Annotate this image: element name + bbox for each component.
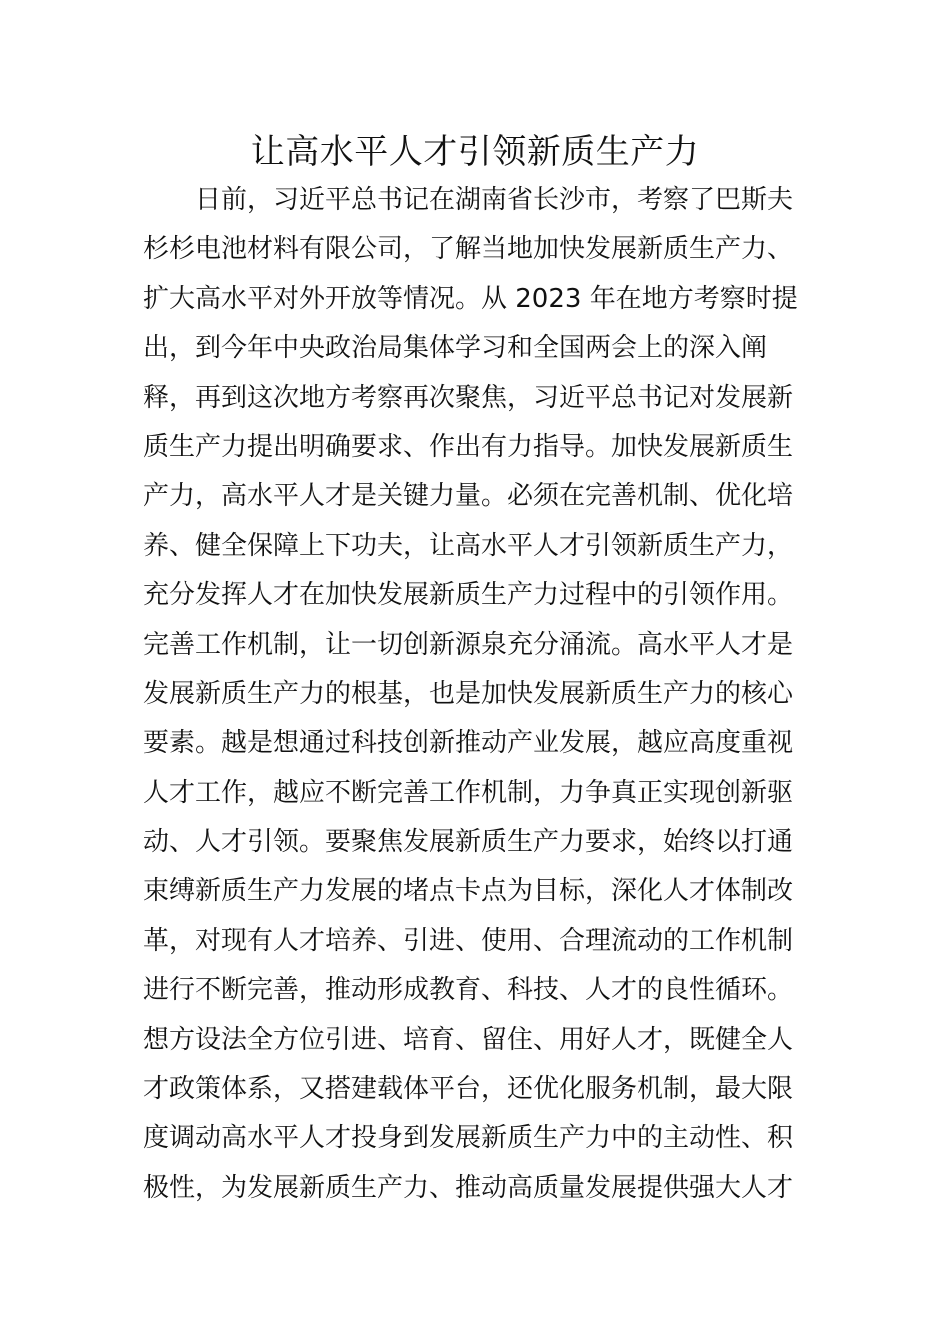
body-line: 杉杉电池材料有限公司，了解当地加快发展新质生产力、 [143, 234, 794, 265]
body-line: 要素。越是想通过科技创新推动产业发展，越应高度重视 [143, 728, 794, 759]
body-line: 才政策体系，又搭建载体平台，还优化服务机制，最大限 [143, 1074, 794, 1105]
document-body [143, 176, 823, 1213]
body-line: 释，再到这次地方考察再次聚焦，习近平总书记对发展新 [143, 382, 794, 413]
body-line: 发展新质生产力的根基，也是加快发展新质生产力的核心 [143, 678, 794, 709]
body-line: 扩大高水平对外开放等情况。从 2023 年在地方考察时提 [143, 283, 798, 314]
body-line: 束缚新质生产力发展的堵点卡点为目标，深化人才体制改 [143, 876, 794, 907]
body-line: 完善工作机制，让一切创新源泉充分涌流。高水平人才是 [143, 629, 794, 660]
body-line: 人才工作，越应不断完善工作机制，力争真正实现创新驱 [143, 777, 794, 808]
body-line: 质生产力提出明确要求、作出有力指导。加快发展新质生 [143, 431, 794, 462]
body-line: 产力，高水平人才是关键力量。必须在完善机制、优化培 [143, 481, 794, 512]
document-title: 让高水平人才引领新质生产力 [250, 132, 700, 172]
body-line: 动、人才引领。要聚焦发展新质生产力要求，始终以打通 [143, 827, 794, 858]
body-line: 度调动高水平人才投身到发展新质生产力中的主动性、积 [143, 1123, 794, 1154]
body-line: 养、健全保障上下功夫，让高水平人才引领新质生产力， [143, 530, 794, 561]
body-line: 进行不断完善，推动形成教育、科技、人才的良性循环。 [143, 975, 794, 1006]
body-line: 革，对现有人才培养、引进、使用、合理流动的工作机制 [143, 925, 794, 956]
body-line: 极性，为发展新质生产力、推动高质量发展提供强大人才 [143, 1172, 794, 1203]
body-line: 想方设法全方位引进、培育、留住、用好人才，既健全人 [143, 1024, 794, 1055]
body-line: 日前，习近平总书记在湖南省长沙市，考察了巴斯夫 [143, 185, 794, 215]
body-line: 充分发挥人才在加快发展新质生产力过程中的引领作用。 [143, 580, 794, 611]
body-line: 出，到今年中央政治局集体学习和全国两会上的深入阐 [143, 333, 768, 364]
